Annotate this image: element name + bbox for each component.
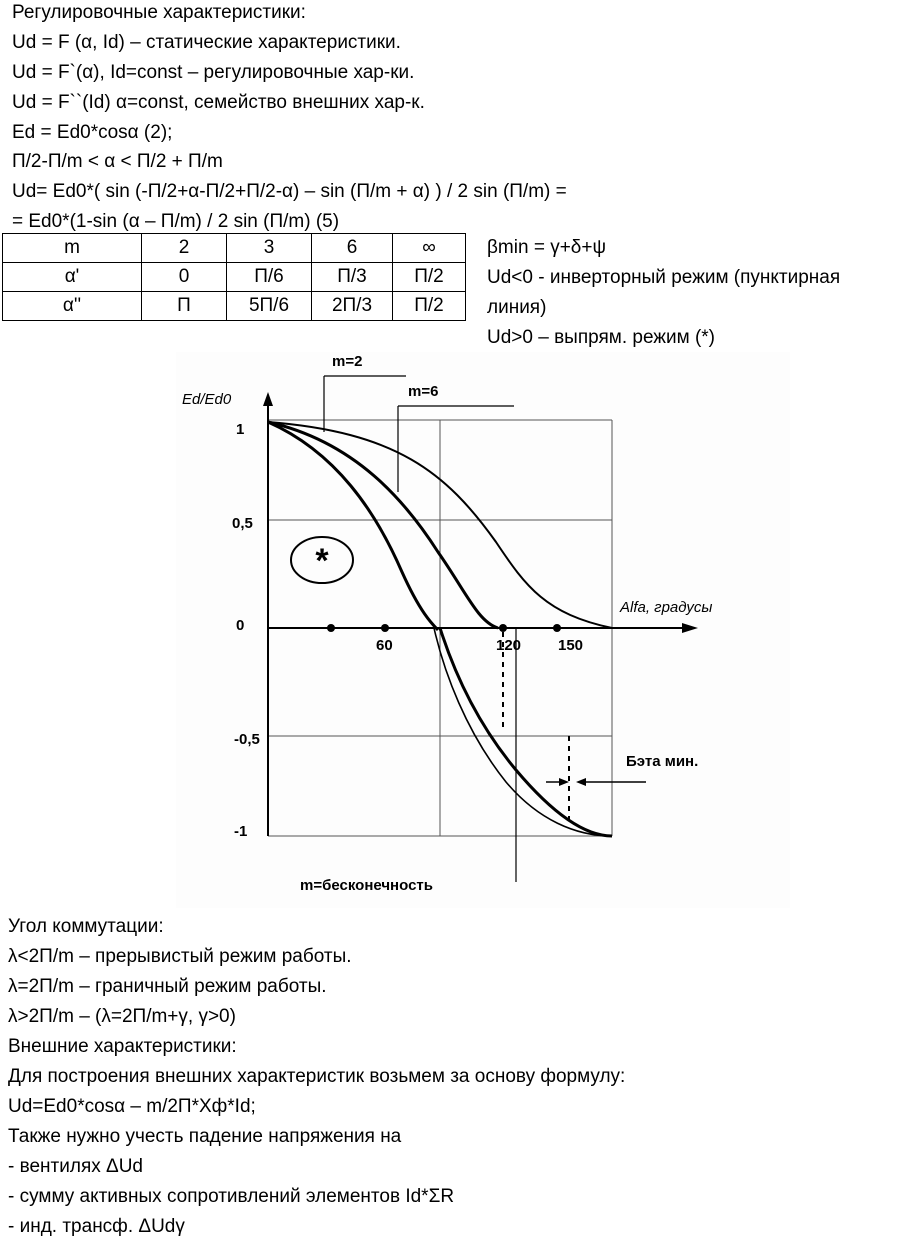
voltage-drop-intro: Также нужно учесть падение напряжения на: [8, 1126, 402, 1147]
axis-dot: [499, 624, 507, 632]
y-tick-label: 1: [236, 421, 245, 438]
table-cell: 3: [227, 234, 312, 263]
formula-ed: Ed = Ed0*cosα (2);: [12, 122, 173, 143]
note-rectifier-mode: Ud>0 – выпрям. режим (*): [487, 327, 716, 348]
table-row: [3, 234, 466, 263]
table-cell: ∞: [393, 234, 466, 263]
table-cell: П/3: [312, 263, 393, 292]
list-item: - сумму активных сопротивлений элементов Id*ΣR: [8, 1186, 455, 1207]
x-tick-label: 150: [558, 637, 584, 654]
regulating-characteristics-figure: [176, 352, 790, 908]
formula-alpha-range: П/2-П/m < α < П/2 + П/m: [12, 151, 223, 172]
table-cell: m: [3, 234, 142, 263]
label-m6: m=6: [408, 383, 439, 400]
list-item: - вентилях ΔUd: [8, 1156, 143, 1177]
external-intro: Для построения внешних характеристик возьмем за основу формулу:: [8, 1066, 626, 1087]
formula-static: Ud = F (α, Id) – статические характеристики.: [12, 32, 401, 53]
y-tick-label: -0,5: [234, 731, 260, 748]
commutation-boundary: λ=2П/m – граничный режим работы.: [8, 976, 327, 997]
y-axis-label: Ed/Ed0: [182, 391, 232, 408]
table-cell: 0: [142, 263, 227, 292]
note-inverter-mode-cont: линия): [487, 297, 547, 318]
table-cell: П/2: [393, 292, 466, 321]
heading-external-characteristics: Внешние характеристики:: [8, 1036, 237, 1057]
table-cell: α'': [3, 292, 142, 321]
axis-dot: [553, 624, 561, 632]
table-cell: α': [3, 263, 142, 292]
table-cell: П/2: [393, 263, 466, 292]
table-row: [3, 263, 466, 292]
table-cell: 6: [312, 234, 393, 263]
y-tick-label: -1: [234, 823, 248, 840]
note-beta-min: βmin = γ+δ+ψ: [487, 237, 607, 258]
table-cell: 2П/3: [312, 292, 393, 321]
external-formula: Ud=Ed0*cosα – m/2П*Xф*Id;: [8, 1096, 256, 1117]
axis-dot: [327, 624, 335, 632]
table-cell: П: [142, 292, 227, 321]
rectifier-region-mark: *: [315, 542, 329, 580]
note-inverter-mode: Ud<0 - инверторный режим (пунктирная: [487, 267, 841, 288]
parameters-table: [2, 233, 466, 321]
heading-regulating-characteristics: Регулировочные характеристики:: [12, 2, 306, 23]
label-beta-min: Бэта мин.: [626, 753, 699, 770]
x-axis-label: Alfa, градусы: [620, 599, 713, 616]
table-row: [3, 292, 466, 321]
y-tick-label: 0,5: [232, 515, 253, 532]
x-tick-label: 60: [376, 637, 393, 654]
table-cell: 5П/6: [227, 292, 312, 321]
formula-external: Ud = F``(Id) α=const, семейство внешних хар-к.: [12, 92, 425, 113]
commutation-continuous: λ>2П/m – (λ=2П/m+γ, γ>0): [8, 1006, 236, 1027]
y-tick-label: 0: [236, 617, 245, 634]
formula-regulating: Ud = F`(α), Id=const – регулировочные хар-ки.: [12, 62, 415, 83]
x-tick-label: 120: [496, 637, 522, 654]
axis-dot: [381, 624, 389, 632]
table-cell: П/6: [227, 263, 312, 292]
label-m2: m=2: [332, 353, 363, 370]
formula-ud-result: = Ed0*(1-sin (α – П/m) / 2 sin (П/m) (5): [12, 211, 340, 232]
heading-commutation-angle: Угол коммутации:: [8, 916, 164, 937]
list-item: - инд. трансф. ΔUdγ: [8, 1216, 185, 1237]
commutation-discontinuous: λ<2П/m – прерывистый режим работы.: [8, 946, 352, 967]
table-cell: 2: [142, 234, 227, 263]
label-m-infinity: m=бесконечность: [300, 877, 433, 894]
formula-ud: Ud= Ed0*( sin (-П/2+α-П/2+П/2-α) – sin (П/m + α) ) / 2 sin (П/m) =: [12, 181, 567, 202]
